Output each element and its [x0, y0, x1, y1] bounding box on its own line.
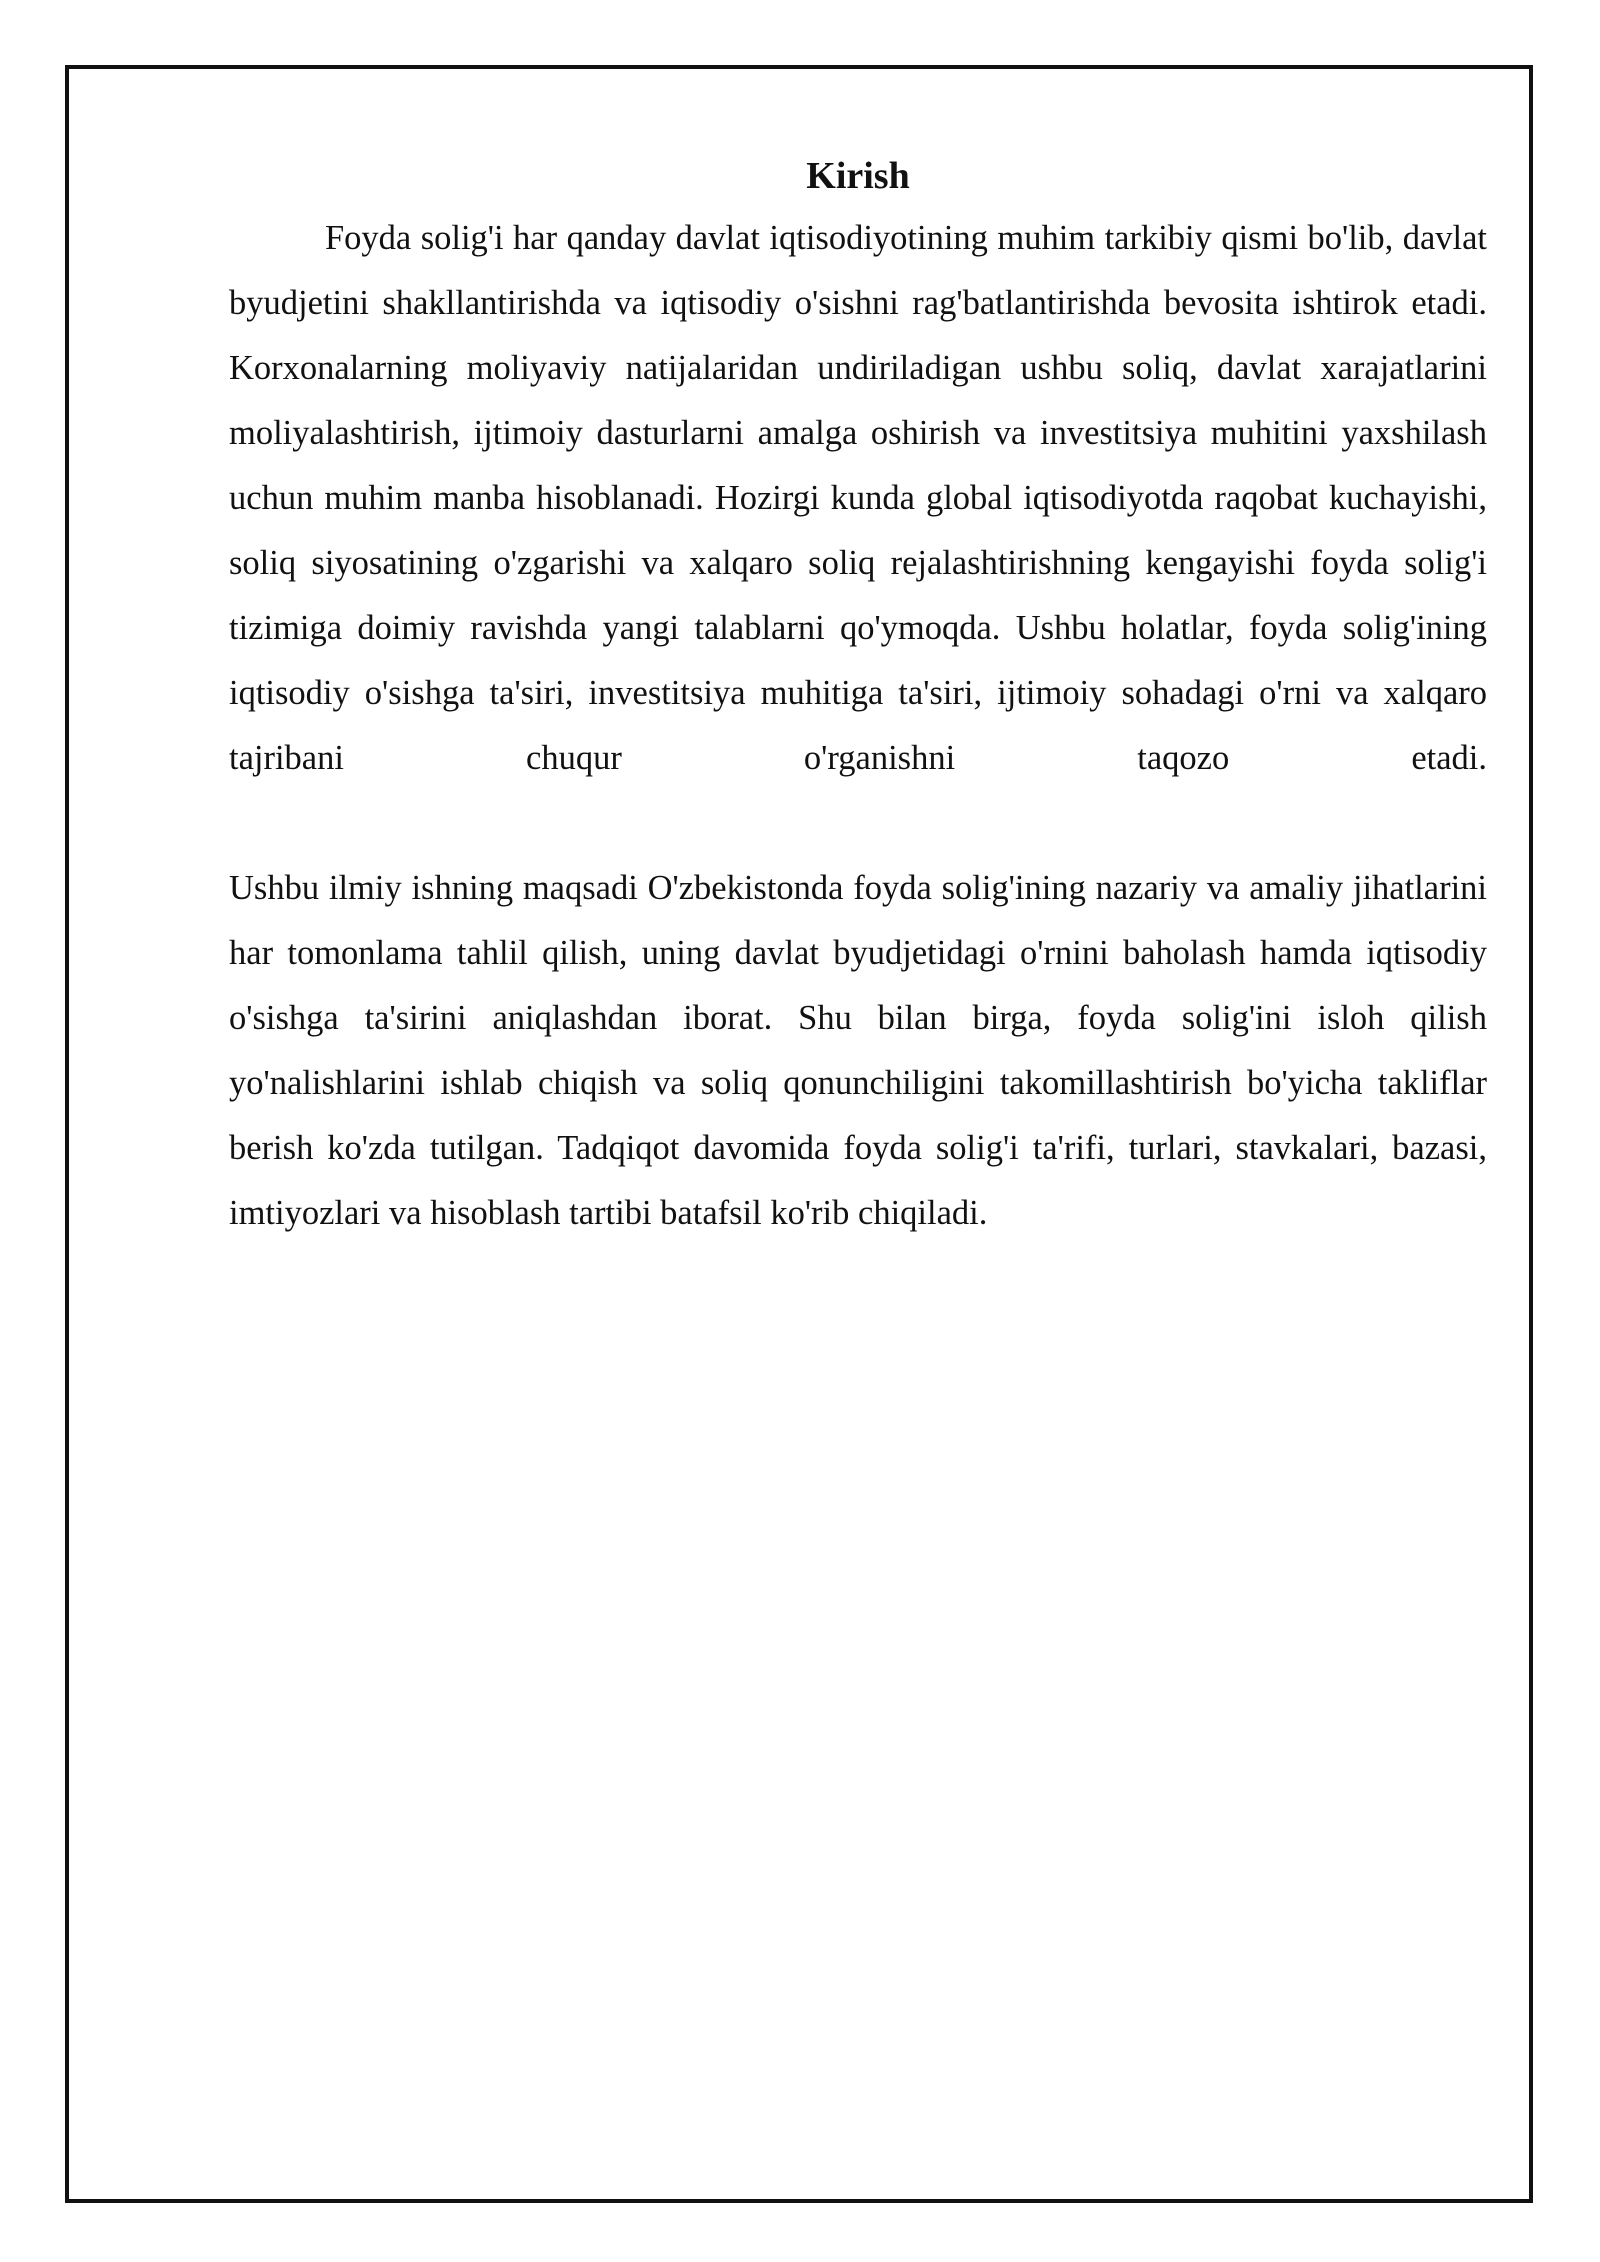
purpose-paragraph: Ushbu ilmiy ishning maqsadi O'zbekistonda foyda solig'ining nazariy va amaliy jihatlarini har tomonlama tahlil qilish, uning davlat byudjetidagi o'rnini baholash hamda iqtisodiy o'sishga ta'sirini aniqlashdan iborat. Shu bilan birga, foyda solig'ini isloh qilish yo'nalishlarini ishlab chiqish va soliq qonunchiligini takomillashtirish bo'yicha takliflar berish ko'zda tutilgan. Tadqiqot davomida foyda solig'i ta'rifi, turlari, stavkalari, bazasi, imtiyozlari va hisoblash tartibi batafsil ko'rib chiqiladi.	[229, 869, 1487, 1232]
section-heading: Kirish	[806, 155, 910, 197]
document-body	[229, 146, 1487, 1246]
intro-paragraph: Foyda solig'i har qanday davlat iqtisodiyotining muhim tarkibiy qismi bo'lib, davlat byudjetini shakllantirishda va iqtisodiy o'sishni rag'batlantirishda bevosita ishtirok etadi. Korxonalarning moliyaviy natijalaridan undiriladigan ushbu soliq, davlat xarajatlarini moliyalashtirish, ijtimoiy dasturlarni amalga oshirish va investitsiya muhitini yaxshilash uchun muhim manba hisoblanadi. Hozirgi kunda global iqtisodiyotda raqobat kuchayishi, soliq siyosatining o'zgarishi va xalqaro soliq rejalashtirishning kengayishi foyda solig'i tizimiga doimiy ravishda yangi talablarni qo'ymoqda. Ushbu holatlar, foyda solig'ining iqtisodiy o'sishga ta'siri, investitsiya muhitiga ta'siri, ijtimoiy sohadagi o'rni va xalqaro tajribani chuqur o'rganishni taqozo etadi.	[229, 219, 1487, 777]
